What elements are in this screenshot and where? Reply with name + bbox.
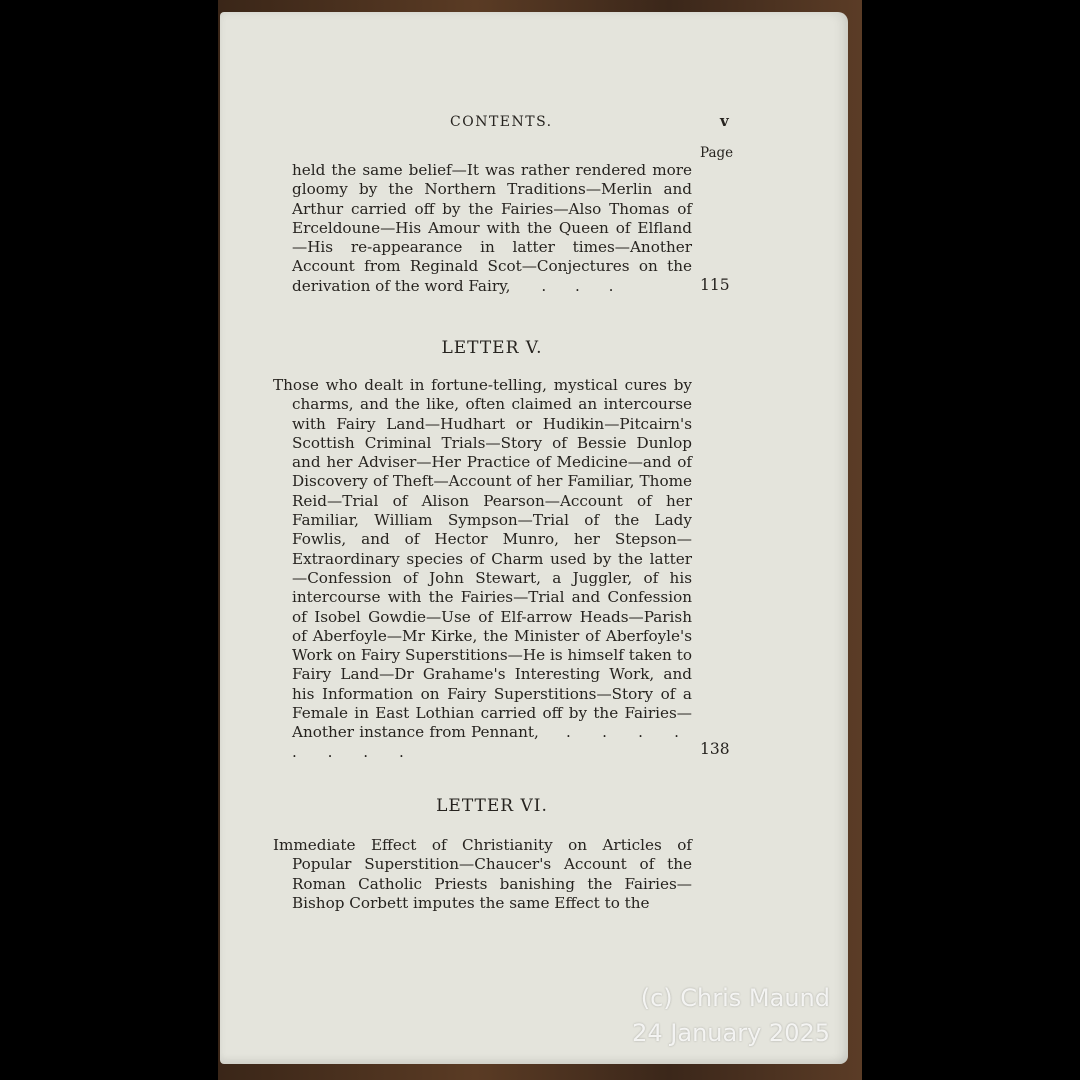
letter-heading: LETTER VI. — [436, 796, 548, 816]
entry-page-number: 138 — [700, 740, 730, 758]
contents-entry — [273, 836, 692, 913]
dot-leaders: . . . . . . . . — [292, 723, 693, 761]
contents-entry — [273, 376, 693, 762]
page-folio: v — [720, 112, 729, 130]
dot-leaders: . . . — [541, 276, 626, 295]
contents-entry — [292, 161, 692, 296]
entry-text: Immediate Effect of Christianity on Articles of Popular Superstition—Chaucer's Account of the Roman Catholic Priests banishing the Fairies—Bishop Corbett imputes the same Effect to the — [273, 836, 692, 912]
watermark-date: 24 January 2025 — [632, 1019, 830, 1047]
page-column-label: Page — [700, 145, 734, 161]
watermark-copyright: (c) Chris Maund — [640, 984, 830, 1012]
entry-page-number: 115 — [700, 276, 730, 294]
running-title: CONTENTS. — [450, 114, 553, 130]
entry-text: Those who dealt in fortune-telling, mystical cures by charms, and the like, often claimed an intercourse with Fairy Land—Hudhart or Hudikin—Pitcairn's Scottish Criminal Trials—Story of Bessie Dunlop and her Adviser—Her Practice of Medicine—and of Discovery of Theft—Account of her Familiar, Thome Reid—Trial of Alison Pearson—Account of her Familiar, William Sympson—Trial of the Lady Fowlis, and of Hector Munro, her Stepson—Extraordinary species of Charm used by the latter—Confession of John Stewart, a Juggler, of his intercourse with the Fairies—Trial and Confession of Isobel Gowdie—Use of Elf-arrow Heads—Parish of Aberfoyle—Mr Kirke, the Minister of Aberfoyle's Work on Fairy Superstitions—He is himself taken to Fairy Land—Dr Grahame's Interesting Work, and his Information on Fairy Superstitions—Story of a Female in East Lothian carried off by the Fairies—Another instance from Pennant, — [273, 376, 692, 742]
entry-text: held the same belief—It was rather rendered more gloomy by the Northern Traditions—Merlin and Arthur carried off by the Fairies—Also Thomas of Erceldoune—His Amour with the Queen of Elfland —His re-appearance in latter times—Another Account from Reginald Scot—Conjectures on the derivation of the word Fairy, — [292, 161, 692, 295]
letter-heading: LETTER V. — [441, 338, 543, 358]
